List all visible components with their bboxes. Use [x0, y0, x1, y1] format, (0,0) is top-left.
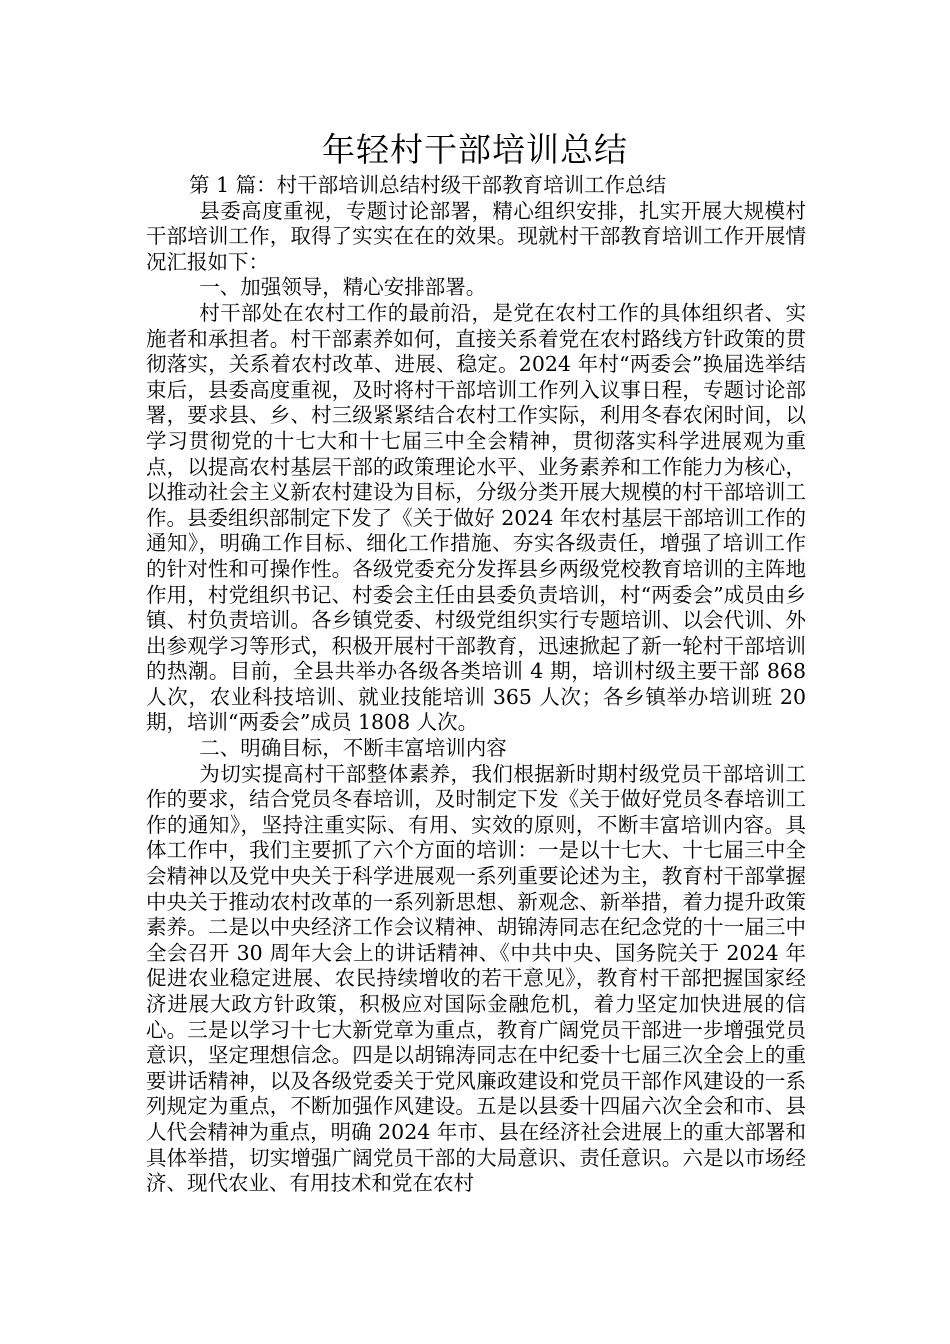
section-heading-2: 二、明确目标，不断丰富培训内容 [199, 736, 507, 761]
document-body [146, 173, 806, 1197]
document-title: 年轻村干部培训总结 [322, 130, 628, 169]
intro-paragraph: 县委高度重视，专题讨论部署，精心组织安排，扎实开展大规模村干部培训工作，取得了实实在在的效果。现就村干部教育培训工作开展情况汇报如下： [146, 198, 806, 274]
section-1-paragraph: 村干部处在农村工作的最前沿，是党在农村工作的具体组织者、实施者和承担者。村干部素养如何，直接关系着党在农村路线方针政策的贯彻落实，关系着农村改革、进展、稳定。2024 年村“两委会”换届选举结束后，县委高度重视，及时将村干部培训工作列入议事日程，专题讨论部署，要求县、乡、村三级紧紧结合农村工作实际，利用冬春农闲时间，以学习贯彻党的十七大和十七届三中全会精神，贯彻落实科学进展观为重点，以提高农村基层干部的政策理论水平、业务素养和工作能力为核心，以推动社会主义新农村建设为目标，分级分类开展大规模的村干部培训工作。县委组织部制定下发了《关于做好 2024 年农村基层干部培训工作的通知》，明确工作目标、细化工作措施、夯实各级责任，增强了培训工作的针对性和可操作性。各级党委充分发挥县乡两级党校教育培训的主阵地作用，村党组织书记、村委会主任由县委负责培训，村“两委会”成员由乡镇、村负责培训。各乡镇党委、村级党组织实行专题培训、以会代训、外出参观学习等形式，积极开展村干部教育，迅速掀起了新一轮村干部培训的热潮。目前，全县共举办各级各类培训 4 期，培训村级主要干部 868 人次，农业科技培训、就业技能培训 365 人次；各乡镇举办培训班 20 期，培训“两委会”成员 1808 人次。 [146, 300, 806, 735]
section-2-paragraph: 为切实提高村干部整体素养，我们根据新时期村级党员干部培训工作的要求，结合党员冬春培训，及时制定下发《关于做好党员冬春培训工作的通知》，坚持注重实际、有用、实效的原则，不断丰富培训内容。具体工作中，我们主要抓了六个方面的培训：一是以十七大、十七届三中全会精神以及党中央关于科学进展观一系列重要论述为主，教育村干部掌握中央关于推动农村改革的一系列新思想、新观念、新举措，着力提升政策素养。二是以中央经济工作会议精神、胡锦涛同志在纪念党的十一届三中全会召开 30 周年大会上的讲话精神、《中共中央、国务院关于 2024 年促进农业稳定进展、农民持续增收的若干意见》，教育村干部把握国家经济进展大政方针政策，积极应对国际金融危机，着力坚定加快进展的信心。三是以学习十七大新党章为重点，教育广阔党员干部进一步增强党员意识，坚定理想信念。四是以胡锦涛同志在中纪委十七届三次全会上的重要讲话精神，以及各级党委关于党风廉政建设和党员干部作风建设的一系列规定为重点，不断加强作风建设。五是以县委十四届六次全会和市、县人代会精神为重点，明确 2024 年市、县在经济社会进展上的重大部署和具体举措，切实增强广阔党员干部的大局意识、责任意识。六是以市场经济、现代农业、有用技术和党在农村 [146, 761, 806, 1196]
section-heading-1: 一、加强领导，精心安排部署。 [199, 275, 487, 300]
article-subtitle: 第 1 篇：村干部培训总结村级干部教育培训工作总结 [189, 173, 667, 197]
